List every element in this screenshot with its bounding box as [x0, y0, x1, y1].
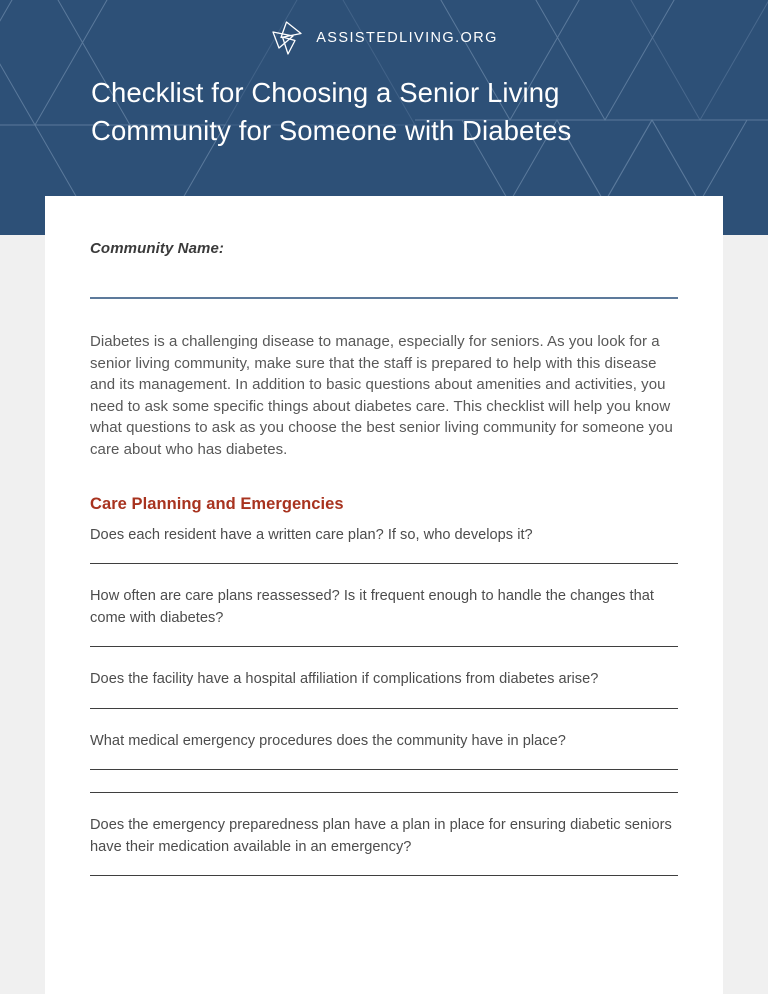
intro-paragraph: Diabetes is a challenging disease to manage, especially for seniors. As you look for a senior living community, make sure that the staff is prepared to help with this disease and its management. In addition to basic questions about amenities and activities, you need to ask some specific things about diabetes care. This checklist will help you know what questions to ask as you choose the best senior living community for someone you care about who has diabetes. — [90, 333, 673, 458]
question-text: Does the emergency preparedness plan have a plan in place for ensuring diabetic seniors have their medication available in an emergency? — [90, 817, 672, 855]
section-heading: Care Planning and Emergencies — [90, 494, 344, 513]
question-block — [90, 731, 678, 794]
community-name-label: Community Name: — [90, 240, 225, 257]
question-block — [90, 815, 678, 876]
question-text: Does each resident have a written care plan? If so, who develops it? — [90, 526, 533, 543]
section-care-planning-and-emergencies — [90, 495, 678, 877]
answer-line[interactable] — [90, 646, 678, 647]
answer-line[interactable] — [90, 708, 678, 709]
document-body — [90, 240, 678, 876]
question-text: Does the facility have a hospital affiliation if complications from diabetes arise? — [90, 671, 599, 688]
page-title: Checklist for Choosing a Senior Living Community for Someone with Diabetes — [91, 77, 572, 146]
answer-line[interactable] — [90, 563, 678, 564]
question-block — [90, 525, 678, 565]
community-name-input-line[interactable] — [90, 297, 678, 299]
assistedliving-logo-icon — [270, 20, 304, 56]
answer-line[interactable] — [90, 792, 678, 793]
brand-name: ASSISTEDLIVING.ORG — [316, 30, 498, 46]
answer-line[interactable] — [90, 875, 678, 876]
question-text: How often are care plans reassessed? Is it frequent enough to handle the changes that come with diabetes? — [90, 588, 654, 626]
question-block — [90, 586, 678, 647]
question-text: What medical emergency procedures does the community have in place? — [90, 732, 566, 749]
document-card — [45, 196, 723, 994]
answer-line[interactable] — [90, 769, 678, 770]
brand — [0, 20, 768, 56]
question-block — [90, 669, 678, 709]
